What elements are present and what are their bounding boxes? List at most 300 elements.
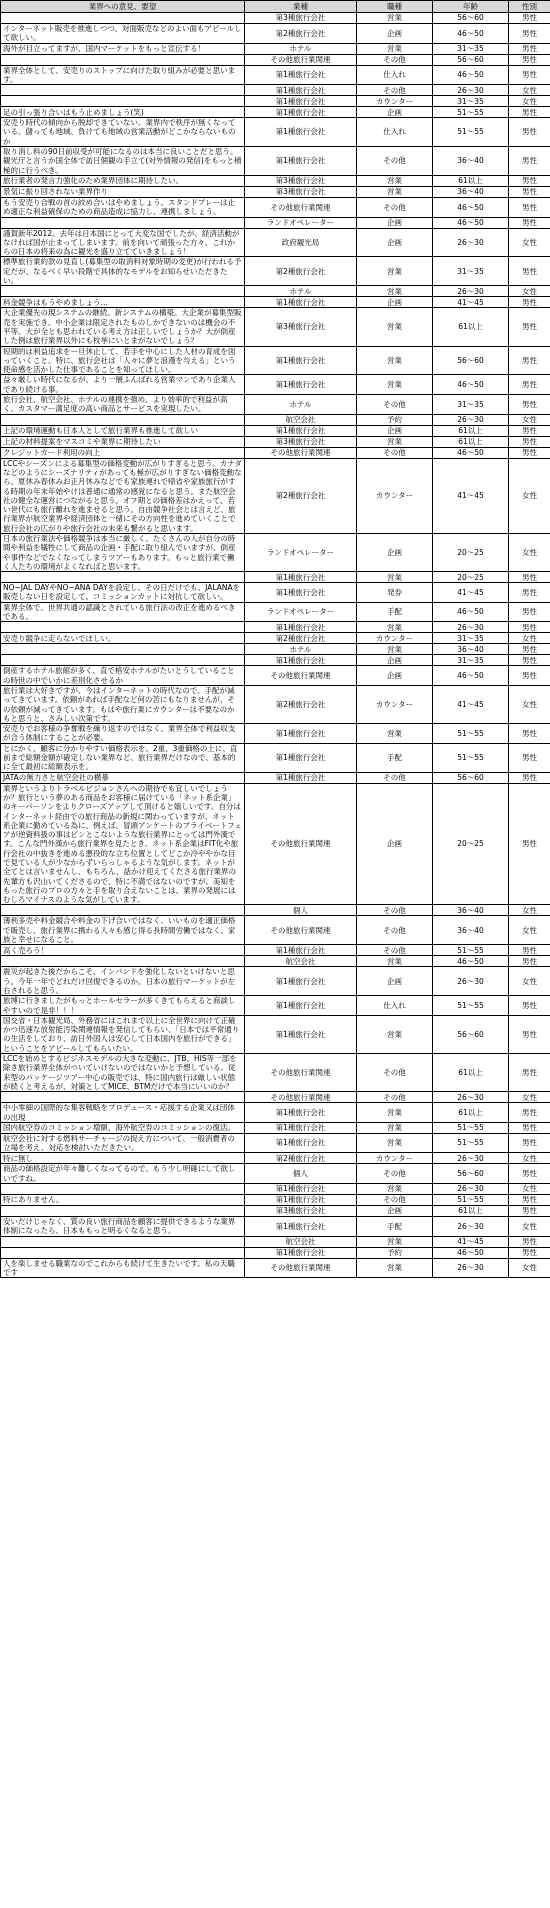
age-cell: 26〜30 [433, 85, 509, 96]
industry-cell: 第2種旅行会社 [245, 24, 357, 44]
age-cell: 36〜40 [433, 147, 509, 176]
job-cell: 営業 [357, 257, 433, 286]
opinion-cell: 標準旅行業約款の見直し(募集型の取消料対象時期の変更)が行われる予定だが、なるべく早い段階で具体的なモデルをお知らせいただきたい。 [1, 257, 245, 286]
opinion-cell: 高く売ろう！ [1, 945, 245, 956]
table-row [1, 1103, 550, 1123]
table-row [1, 1184, 550, 1195]
gender-cell: 男性 [509, 572, 550, 583]
opinion-cell: 中小零細の国際的な集客戦略をプロデュース・応援する企業又は団体の出現 [1, 1103, 245, 1123]
industry-cell: その他旅行業関連 [245, 916, 357, 945]
gender-cell: 男性 [509, 1164, 550, 1184]
table-row [1, 228, 550, 257]
gender-cell: 男性 [509, 43, 550, 54]
age-cell: 26〜30 [433, 286, 509, 297]
table-row [1, 1195, 550, 1206]
age-cell: 61以上 [433, 425, 509, 436]
job-cell: 企画 [357, 228, 433, 257]
industry-cell: 第2種旅行会社 [245, 633, 357, 644]
gender-cell: 男性 [509, 375, 550, 395]
table-row [1, 1122, 550, 1133]
table-row [1, 1217, 550, 1237]
table-row [1, 54, 550, 65]
job-cell: 企画 [357, 1206, 433, 1217]
age-cell: 41〜45 [433, 1236, 509, 1247]
table-row [1, 655, 550, 666]
gender-cell: 男性 [509, 197, 550, 217]
job-cell: 営業 [357, 724, 433, 744]
age-cell: 36〜40 [433, 905, 509, 916]
table-row [1, 724, 550, 744]
gender-cell: 男性 [509, 724, 550, 744]
table-row [1, 1015, 550, 1053]
table-row [1, 395, 550, 415]
table-row [1, 346, 550, 375]
job-cell: 営業 [357, 346, 433, 375]
age-cell: 56〜60 [433, 54, 509, 65]
gender-cell: 女性 [509, 85, 550, 96]
gender-cell: 女性 [509, 414, 550, 425]
opinion-cell: 業界というよりトラベルピジョンさんへの期待でも宜しいでしょうか？旅行という夢のある商品をお客様に届けている「ネット系企業」のキーパーソンをよりクローズアップして頂けると嬉しいです。自分はインターネット経由での旅行商品の新規に関わっていますが、ネット系企業に勤めている為に、例えば、冒頭アンケートのプライベートフェアが逆資料扱の事はピンとこないような旅行業界にとっては門外漢です。こんな門外漢から旅行業界を見たとき、ネット系企業はFIT化や旅行会社の中抜きを進める悪役的な立ち位置としてどこか冷ややかな目で見ている人が少なからずいらっしゃるような気がします。ネットが全てとは言いませんし、もちろん、話かけ迎えてくださる旅行業界の先輩方も沢山いてくださるので、特に不満ではないのですが、美知をもった旅行のプロの方々と手を取り合えないことは、業界の発展にはむしろマイナスのような気がしています。 [1, 783, 245, 905]
job-cell: その他 [357, 197, 433, 217]
opinion-cell: 取り消し料の90日前収受が可能になるのは本当に良いことだと思う。観光庁と言うか国全体で訪日個観の手立て(対外情報の発信)をもっと積極的に行うべき。 [1, 147, 245, 176]
job-cell: 企画 [357, 655, 433, 666]
age-cell: 46〜50 [433, 956, 509, 967]
job-cell: 企画 [357, 425, 433, 436]
header-row [1, 1, 550, 13]
table-row [1, 65, 550, 85]
opinion-cell [1, 956, 245, 967]
gender-cell: 男性 [509, 1195, 550, 1206]
table-row [1, 1206, 550, 1217]
industry-cell: 第2種旅行会社 [245, 685, 357, 723]
table-row [1, 447, 550, 458]
table-row [1, 147, 550, 176]
job-cell: 企画 [357, 24, 433, 44]
opinion-cell: 日本の旅行業法や価格競争は本当に厳しく、たくさんの人が自分の時間や利益を犠牲にして商品の企画・手配に取り組んでいますが、倒産や事件などでなくなってしまうツアーもあります。もっと旅行業で働く人たちの環境がよくなればと思います。 [1, 533, 245, 571]
table-row [1, 967, 550, 996]
table-row [1, 257, 550, 286]
opinion-cell [1, 54, 245, 65]
opinion-cell [1, 1092, 245, 1103]
table-row [1, 1133, 550, 1153]
job-cell: その他 [357, 905, 433, 916]
industry-cell: 第1種旅行会社 [245, 297, 357, 308]
gender-cell: 女性 [509, 1258, 550, 1278]
job-cell: 企画 [357, 297, 433, 308]
table-row [1, 583, 550, 603]
opinion-cell: とにかく、顧客に分かりやすい価格表示を。2重、3重価格の上に、直前まで総額金額が確定しない業界など、旅行業界だけなので、基本的に全て最初に総額表示を。 [1, 743, 245, 772]
job-cell: 予約 [357, 414, 433, 425]
gender-cell: 男性 [509, 1122, 550, 1133]
age-cell: 51〜55 [433, 118, 509, 147]
opinion-cell: 人を楽しませる職業なのでこれからも続けて生きたいです。私の天職です [1, 1258, 245, 1278]
gender-cell: 男性 [509, 1103, 550, 1123]
table-row [1, 905, 550, 916]
job-cell: 営業 [357, 956, 433, 967]
industry-cell: 第1種旅行会社 [245, 996, 357, 1016]
industry-cell: 第1種旅行会社 [245, 147, 357, 176]
job-cell: 営業 [357, 286, 433, 297]
opinion-cell: LCCを始めとするビジネスモデルの大きな変動に、JTB、HIS等一部を除き旅行業界全体がついていけないのではないかと予想している。従来型のパッケージツアー中心の販売では、特に国内旅行は厳しい状態が続くと考えるが、対策としてMICE、BTMだけで本当にいいのか？ [1, 1054, 245, 1092]
gender-cell: 女性 [509, 533, 550, 571]
table-row [1, 956, 550, 967]
gender-cell: 男性 [509, 1247, 550, 1258]
gender-cell: 男性 [509, 395, 550, 415]
job-cell: 営業 [357, 43, 433, 54]
opinion-cell: 短期的は利益追求をー旦休止して、若手を中心にした人材の育成を図っていくこと。特に、旅行会社は「人々に夢と浪漫を与える」という使命感を活かした仕事であることを知ってほしい。 [1, 346, 245, 375]
industry-cell: 第2種旅行会社 [245, 1153, 357, 1164]
opinion-cell: 安売りでお客様の争奪戦を繰り返すのではなく、業界全体で利益収支が合う体制にすることが必要。 [1, 724, 245, 744]
age-cell: 51〜55 [433, 1133, 509, 1153]
job-cell: 企画 [357, 666, 433, 686]
gender-cell: 男性 [509, 175, 550, 186]
column-header-opinion: 業界への意見、要望 [1, 1, 245, 13]
gender-cell: 男性 [509, 186, 550, 197]
column-header-industry: 業種 [245, 1, 357, 13]
table-row [1, 175, 550, 186]
opinion-cell [1, 1236, 245, 1247]
opinion-cell [1, 414, 245, 425]
industry-cell: 第1種旅行会社 [245, 1103, 357, 1123]
industry-cell: 第2種旅行会社 [245, 458, 357, 533]
job-cell: 営業 [357, 1258, 433, 1278]
opinion-cell: 上記の材料提案をマスコミや業界に期待したい [1, 436, 245, 447]
table-row [1, 996, 550, 1016]
gender-cell: 女性 [509, 905, 550, 916]
gender-cell: 男性 [509, 655, 550, 666]
gender-cell: 男性 [509, 1236, 550, 1247]
table-row [1, 186, 550, 197]
table-row [1, 197, 550, 217]
job-cell: その他 [357, 1054, 433, 1092]
age-cell: 51〜55 [433, 743, 509, 772]
opinion-cell: 安売り時代の傾向から脱却できていない。業界内で秩序が無くなっている。儲っても地域、負けても地域の営業活動がどこかならないものか [1, 118, 245, 147]
age-cell: 41〜45 [433, 685, 509, 723]
industry-cell: 第1種旅行会社 [245, 1217, 357, 1237]
table-row [1, 1247, 550, 1258]
job-cell: その他 [357, 945, 433, 956]
gender-cell: 男性 [509, 1133, 550, 1153]
gender-cell: 女性 [509, 916, 550, 945]
opinion-cell: 旅行会社、航空会社、ホテルの連携を強め、より効率的で利益が高く、カスタマー満足度の高い商品とサービスを実現したい。 [1, 395, 245, 415]
industry-cell: ホテル [245, 286, 357, 297]
age-cell: 51〜55 [433, 1122, 509, 1133]
age-cell: 26〜30 [433, 414, 509, 425]
table-row [1, 772, 550, 783]
gender-cell: 男性 [509, 107, 550, 118]
table-row [1, 666, 550, 686]
age-cell: 61以上 [433, 1103, 509, 1123]
gender-cell: 男性 [509, 1206, 550, 1217]
industry-cell: 個人 [245, 905, 357, 916]
gender-cell: 男性 [509, 147, 550, 176]
age-cell: 26〜30 [433, 228, 509, 257]
industry-cell: 第1種旅行会社 [245, 96, 357, 107]
opinion-cell: 業界全体として、安売りのストップに向けた取り組みが必要と思います。 [1, 65, 245, 85]
job-cell: 企画 [357, 967, 433, 996]
column-header-gender: 性別 [509, 1, 550, 13]
job-cell: 営業 [357, 186, 433, 197]
opinion-cell [1, 1247, 245, 1258]
industry-cell: 第1種旅行会社 [245, 1184, 357, 1195]
table-row [1, 945, 550, 956]
opinion-cell: もう安売り合戦の首の絞め合いはやめましょう。スタンドプレーは止め適正な利益確保のための商品造成に協力し、連携しましょう。 [1, 197, 245, 217]
industry-cell: 第1種旅行会社 [245, 346, 357, 375]
opinion-cell [1, 572, 245, 583]
gender-cell: 男性 [509, 956, 550, 967]
age-cell: 61以上 [433, 175, 509, 186]
opinion-cell: クレジットカード利用の向上 [1, 447, 245, 458]
gender-cell: 男性 [509, 1015, 550, 1053]
job-cell: その他 [357, 395, 433, 415]
opinion-cell: 特にありません。 [1, 1195, 245, 1206]
opinion-cell: 航空会社に対する燃料サーチャージの捉え方について、一般消費者の立場を考え、対応を検討いただきたい。 [1, 1133, 245, 1153]
opinion-cell: NO−JAL DAYやNO−ANA DAYを設定し、その日だけでも、JALANAを販売しない日を設定して、コミッションカットに対抗して欲しい。 [1, 583, 245, 603]
job-cell: カウンター [357, 685, 433, 723]
industry-cell: ホテル [245, 43, 357, 54]
table-row [1, 1236, 550, 1247]
industry-cell: 第3種旅行会社 [245, 308, 357, 346]
job-cell: その他 [357, 147, 433, 176]
table-row [1, 644, 550, 655]
industry-cell: 航空会社 [245, 414, 357, 425]
opinion-cell [1, 905, 245, 916]
gender-cell: 女性 [509, 1184, 550, 1195]
industry-cell: 第1種旅行会社 [245, 967, 357, 996]
job-cell: 企画 [357, 217, 433, 228]
industry-cell: 第1種旅行会社 [245, 724, 357, 744]
opinion-cell [1, 622, 245, 633]
gender-cell: 男性 [509, 583, 550, 603]
industry-cell: 航空会社 [245, 956, 357, 967]
opinion-cell: 商品の価格設定が年々難しくなってるので、もう少し明確にして欲しいですね。 [1, 1164, 245, 1184]
gender-cell: 女性 [509, 1092, 550, 1103]
job-cell: その他 [357, 1092, 433, 1103]
industry-cell: 第1種旅行会社 [245, 65, 357, 85]
table-row [1, 414, 550, 425]
gender-cell: 男性 [509, 996, 550, 1016]
table-row [1, 572, 550, 583]
opinion-cell: 倒産するホテル旅館が多く、直で格安ホテルがたいとうしていることの時世の中でいかに差別化させるか [1, 666, 245, 686]
opinion-cell: 謹賀新年2012。去年は日本国にとって大変な国でしたが、経済活動がなければ国が止まってしまいます。前を向いて頑張った方々、これからの日本の将来の為に観光を盛り立てていきましょう！ [1, 228, 245, 257]
age-cell: 26〜30 [433, 1092, 509, 1103]
gender-cell: 男性 [509, 602, 550, 622]
table-row [1, 533, 550, 571]
gender-cell: 男性 [509, 1054, 550, 1092]
table-row [1, 43, 550, 54]
age-cell: 26〜30 [433, 1184, 509, 1195]
industry-cell: 第1種旅行会社 [245, 743, 357, 772]
industry-cell: 第1種旅行会社 [245, 425, 357, 436]
gender-cell: 女性 [509, 633, 550, 644]
industry-cell: 航空会社 [245, 1236, 357, 1247]
age-cell: 36〜40 [433, 916, 509, 945]
job-cell: その他 [357, 447, 433, 458]
gender-cell: 女性 [509, 967, 550, 996]
gender-cell: 男性 [509, 622, 550, 633]
age-cell: 26〜30 [433, 1258, 509, 1278]
table-row [1, 916, 550, 945]
age-cell: 51〜55 [433, 945, 509, 956]
job-cell: その他 [357, 916, 433, 945]
age-cell: 56〜60 [433, 1015, 509, 1053]
opinion-cell: 旅行業者の発言力強化のため業界団体に期待したい。 [1, 175, 245, 186]
industry-cell: 第1種旅行会社 [245, 772, 357, 783]
opinion-cell: 益々厳しい時代になるが、より一層ふんばれる営業マンであり企業人であり続ける事。 [1, 375, 245, 395]
table-row [1, 107, 550, 118]
job-cell: 営業 [357, 1133, 433, 1153]
age-cell: 36〜40 [433, 644, 509, 655]
opinion-cell: 震災が起きた後だからこそ、インバンドを強化しないといけないと思う。今年一年でどれだけ回復できるのか。日本の旅行マーケットが左右されると思う。 [1, 967, 245, 996]
opinion-cell: 海外が目立ってますが、国内マーケットをもっと宣伝する！ [1, 43, 245, 54]
opinion-cell: 国交省・日本観光局、外務省にはこれまで以上に全世界に向けて正確かつ迅速な放射能汚染関連情報を発信してもらい、「日本では平常通りの生活をしており、訪日外国人は安心して日本国内を旅行ができる」ということをアピールしてもらいたい。 [1, 1015, 245, 1053]
gender-cell: 男性 [509, 346, 550, 375]
gender-cell: 男性 [509, 945, 550, 956]
opinion-cell: 景気に振り回されない業界作り [1, 186, 245, 197]
table-row [1, 622, 550, 633]
gender-cell: 男性 [509, 447, 550, 458]
age-cell: 31〜35 [433, 655, 509, 666]
age-cell: 46〜50 [433, 666, 509, 686]
table-row [1, 425, 550, 436]
age-cell: 61以上 [433, 436, 509, 447]
job-cell: 営業 [357, 13, 433, 24]
opinion-cell [1, 1206, 245, 1217]
industry-cell: 第1種旅行会社 [245, 572, 357, 583]
gender-cell: 男性 [509, 666, 550, 686]
industry-cell: その他旅行業関連 [245, 783, 357, 905]
table-row [1, 783, 550, 905]
table-body [1, 13, 550, 1278]
industry-cell: 第1種旅行会社 [245, 85, 357, 96]
gender-cell: 女性 [509, 1217, 550, 1237]
industry-cell: 第1種旅行会社 [245, 655, 357, 666]
industry-cell: 第1種旅行会社 [245, 1195, 357, 1206]
industry-cell: 第1種旅行会社 [245, 1015, 357, 1053]
opinion-cell: 旅博に行きましたがもっとホールセラーが多くきてもらえると商談しやすいので是非！！！ [1, 996, 245, 1016]
gender-cell: 男性 [509, 257, 550, 286]
job-cell: カウンター [357, 458, 433, 533]
industry-cell: その他旅行業関連 [245, 1258, 357, 1278]
industry-cell: 第3種旅行会社 [245, 186, 357, 197]
age-cell: 31〜35 [433, 633, 509, 644]
age-cell: 51〜55 [433, 724, 509, 744]
opinion-cell: 大企業優先の現システムの継続。新システムの構築。大企業が募集型販売を実施でき、中小企業は限定されたものしかできないのは機会の不平等。大が全とも思われている考え方は正しいでしょうか？大が倒産した例は旅行業界以外にも枚挙にいとまがないでしょう？ [1, 308, 245, 346]
age-cell: 46〜50 [433, 65, 509, 85]
age-cell: 46〜50 [433, 217, 509, 228]
job-cell: 営業 [357, 644, 433, 655]
age-cell: 61以上 [433, 1206, 509, 1217]
gender-cell: 女性 [509, 1153, 550, 1164]
age-cell: 51〜55 [433, 1195, 509, 1206]
opinion-cell [1, 655, 245, 666]
age-cell: 46〜50 [433, 24, 509, 44]
industry-cell: その他旅行業関連 [245, 447, 357, 458]
opinion-cell: インターネット販売を推進しつつ、対面販売などのよい面もアピールして欲しい。 [1, 24, 245, 44]
age-cell: 20〜25 [433, 572, 509, 583]
opinion-cell [1, 217, 245, 228]
opinion-cell [1, 644, 245, 655]
job-cell: 発券 [357, 583, 433, 603]
age-cell: 31〜35 [433, 96, 509, 107]
age-cell: 31〜35 [433, 395, 509, 415]
table-row [1, 436, 550, 447]
table-row [1, 118, 550, 147]
gender-cell: 男性 [509, 425, 550, 436]
job-cell: 営業 [357, 375, 433, 395]
job-cell: 予約 [357, 1247, 433, 1258]
industry-cell: 第1種旅行会社 [245, 107, 357, 118]
table-row [1, 24, 550, 44]
gender-cell: 女性 [509, 228, 550, 257]
job-cell: 営業 [357, 1103, 433, 1123]
industry-cell: ホテル [245, 644, 357, 655]
age-cell: 56〜60 [433, 13, 509, 24]
age-cell: 46〜50 [433, 602, 509, 622]
industry-cell: 第1種旅行会社 [245, 375, 357, 395]
opinion-cell: 特に無し [1, 1153, 245, 1164]
industry-cell: 第1種旅行会社 [245, 118, 357, 147]
table-row [1, 217, 550, 228]
job-cell: 営業 [357, 436, 433, 447]
table-row [1, 1092, 550, 1103]
gender-cell: 男性 [509, 118, 550, 147]
age-cell: 61以上 [433, 1054, 509, 1092]
job-cell: その他 [357, 85, 433, 96]
opinion-cell [1, 1184, 245, 1195]
gender-cell: 女性 [509, 685, 550, 723]
age-cell: 56〜60 [433, 346, 509, 375]
age-cell: 31〜35 [433, 257, 509, 286]
industry-cell: 第1種旅行会社 [245, 945, 357, 956]
age-cell: 36〜40 [433, 186, 509, 197]
age-cell: 46〜50 [433, 447, 509, 458]
age-cell: 26〜30 [433, 1217, 509, 1237]
age-cell: 46〜50 [433, 1247, 509, 1258]
age-cell: 56〜60 [433, 1164, 509, 1184]
job-cell: その他 [357, 1164, 433, 1184]
industry-cell: 第3種旅行会社 [245, 175, 357, 186]
job-cell: 営業 [357, 308, 433, 346]
gender-cell: 男性 [509, 743, 550, 772]
job-cell: 営業 [357, 1184, 433, 1195]
gender-cell: 男性 [509, 297, 550, 308]
gender-cell: 男性 [509, 436, 550, 447]
industry-cell: ランドオペレーター [245, 217, 357, 228]
job-cell: 企画 [357, 783, 433, 905]
gender-cell: 男性 [509, 54, 550, 65]
job-cell: 営業 [357, 1122, 433, 1133]
industry-cell: その他旅行業関連 [245, 54, 357, 65]
age-cell: 20〜25 [433, 533, 509, 571]
job-cell: カウンター [357, 96, 433, 107]
industry-cell: 第3種旅行会社 [245, 436, 357, 447]
gender-cell: 男性 [509, 644, 550, 655]
table-row [1, 602, 550, 622]
job-cell: 営業 [357, 1236, 433, 1247]
industry-cell: 個人 [245, 1164, 357, 1184]
opinion-cell: 料金競争はもうやめましょう… [1, 297, 245, 308]
table-row [1, 297, 550, 308]
job-cell: 営業 [357, 572, 433, 583]
age-cell: 26〜30 [433, 1153, 509, 1164]
gender-cell: 男性 [509, 13, 550, 24]
industry-cell: ホテル [245, 395, 357, 415]
job-cell: 営業 [357, 1015, 433, 1053]
opinion-cell: 安売り競争に走らないでほしい。 [1, 633, 245, 644]
table-row [1, 1164, 550, 1184]
table-row [1, 286, 550, 297]
